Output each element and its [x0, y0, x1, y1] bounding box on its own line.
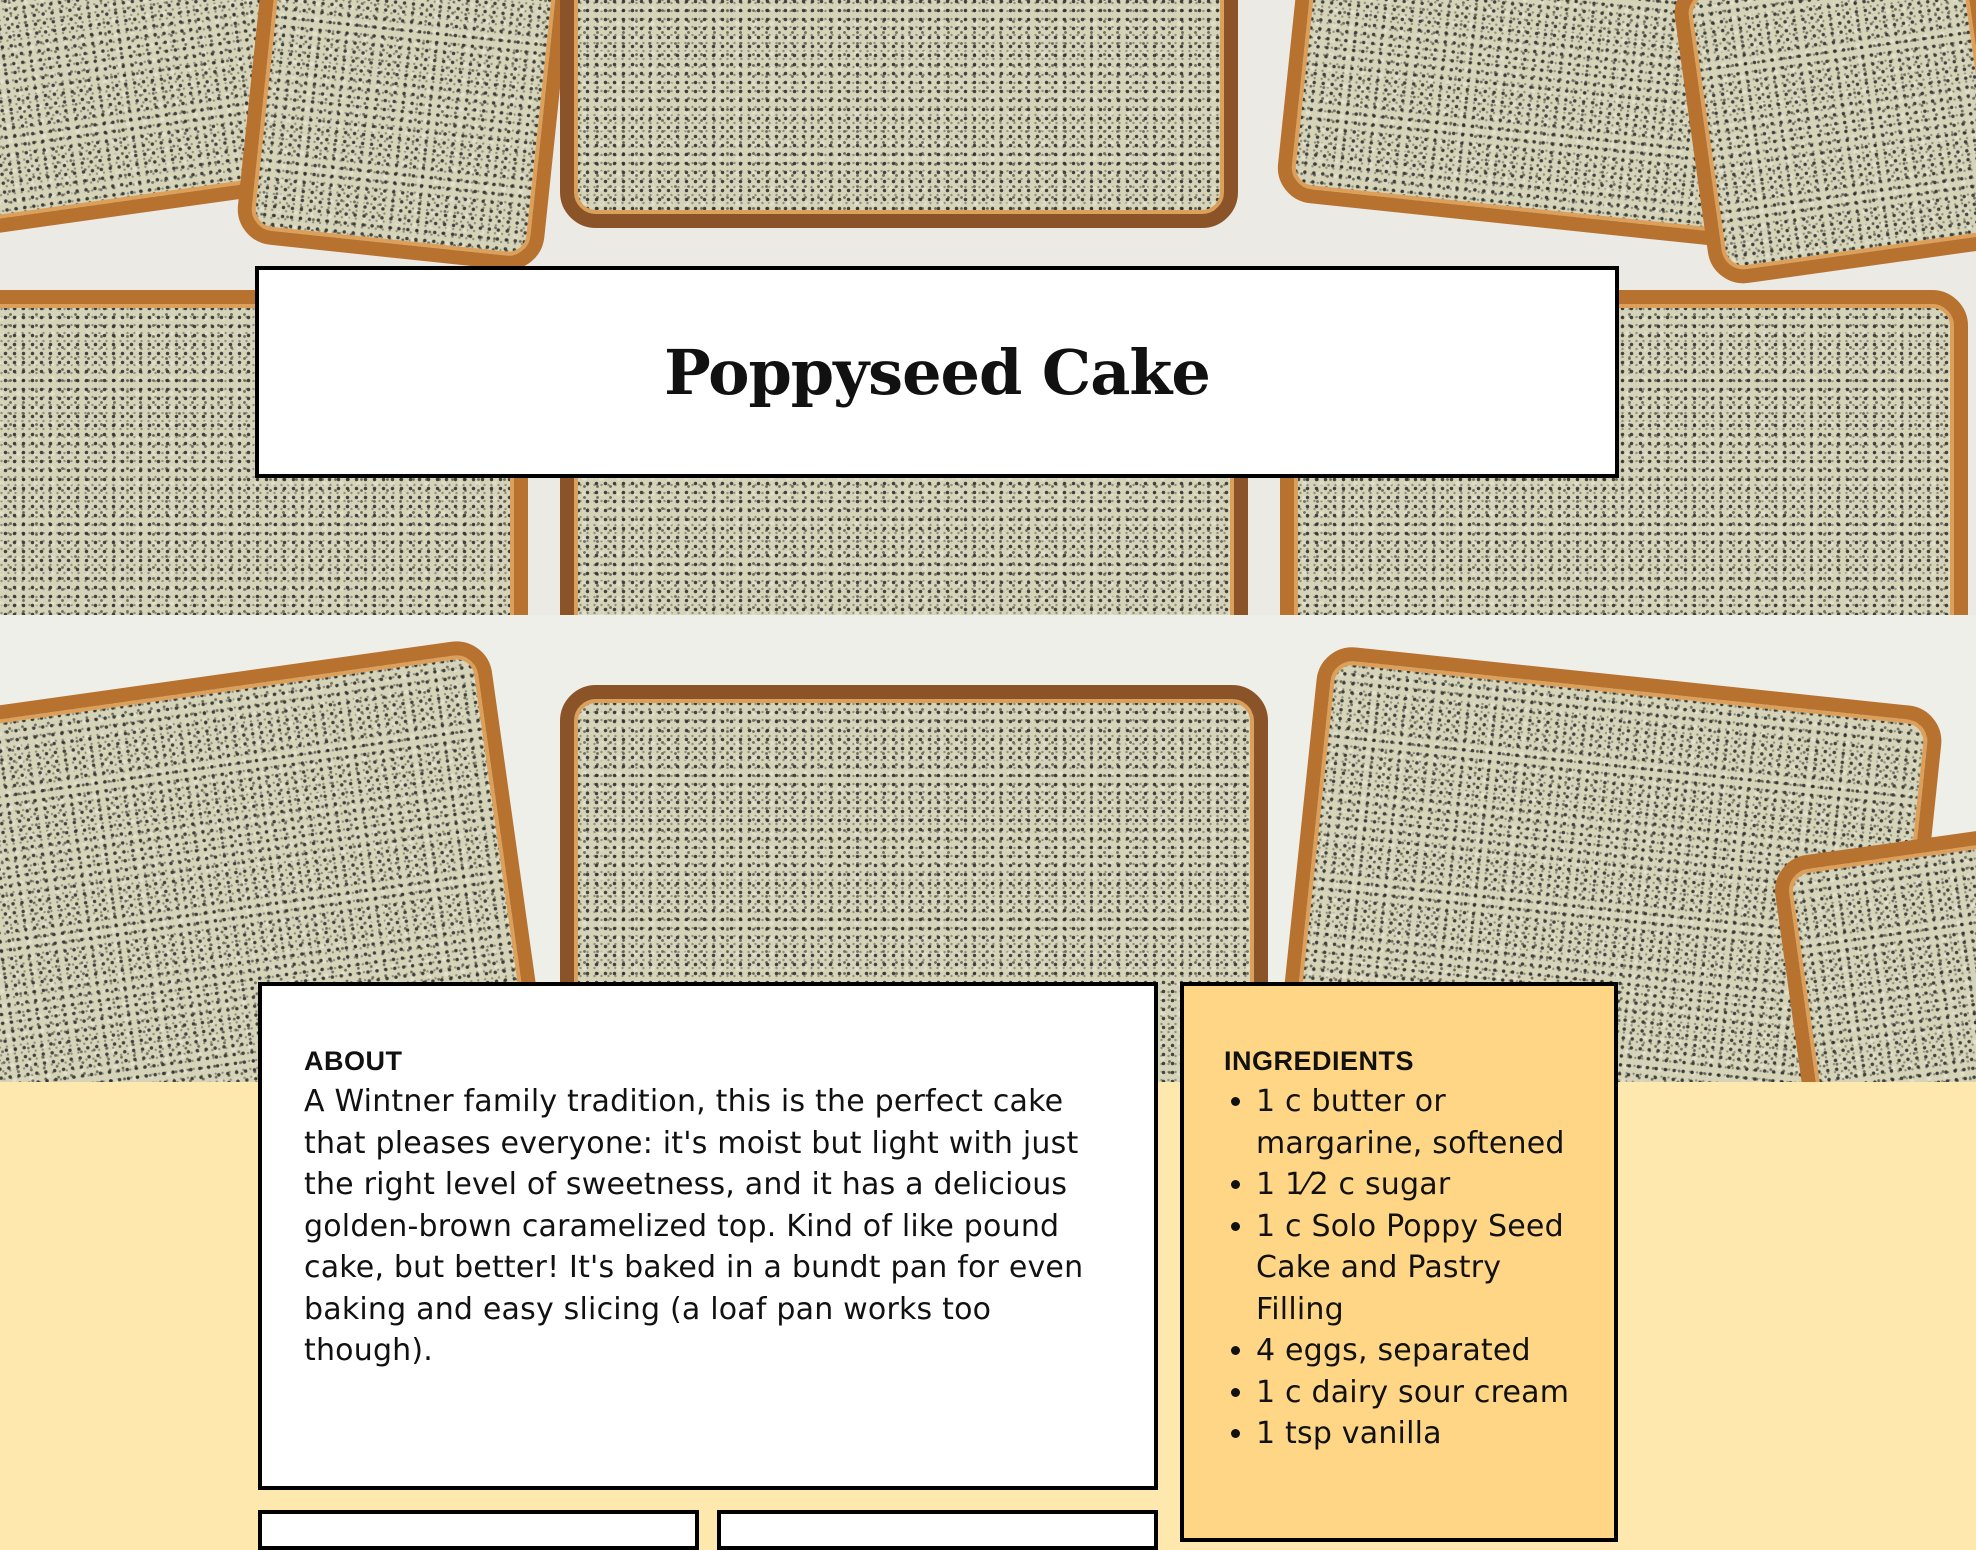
ingredient-item: • 1 c butter or margarine, softened	[1256, 1081, 1594, 1164]
ingredients-list	[1224, 1081, 1594, 1455]
ingredient-item: • 1 c Solo Poppy Seed Cake and Pastry Filling	[1256, 1206, 1594, 1331]
cake-slice	[1670, 0, 1976, 288]
title-card	[255, 266, 1619, 478]
ingredient-item: • 1 tsp vanilla	[1256, 1413, 1594, 1455]
about-card	[258, 982, 1158, 1490]
ingredients-card	[1180, 982, 1618, 1542]
ingredient-item: • 4 eggs, separated	[1256, 1330, 1594, 1372]
page-title: Poppyseed Cake	[664, 335, 1210, 409]
ingredient-item: • 1 1⁄2 c sugar	[1256, 1164, 1594, 1206]
cake-slice	[234, 0, 574, 273]
about-heading: ABOUT	[304, 1046, 403, 1076]
ingredients-heading: INGREDIENTS	[1224, 1046, 1415, 1076]
details-card-right	[717, 1510, 1158, 1550]
ingredient-item: • 1 c dairy sour cream	[1256, 1372, 1594, 1414]
about-text: A Wintner family tradition, this is the perfect cake that pleases everyone: it's moist but light with just the right level of sweetness, and it has a delicious golden-brown caramelized top. Kind of like pound cake, but better! It's baked in a bundt pan for even baking and easy slicing (a loaf pan works too though).	[304, 1084, 1084, 1368]
cake-slice	[560, 0, 1238, 228]
details-card-left	[258, 1510, 699, 1550]
